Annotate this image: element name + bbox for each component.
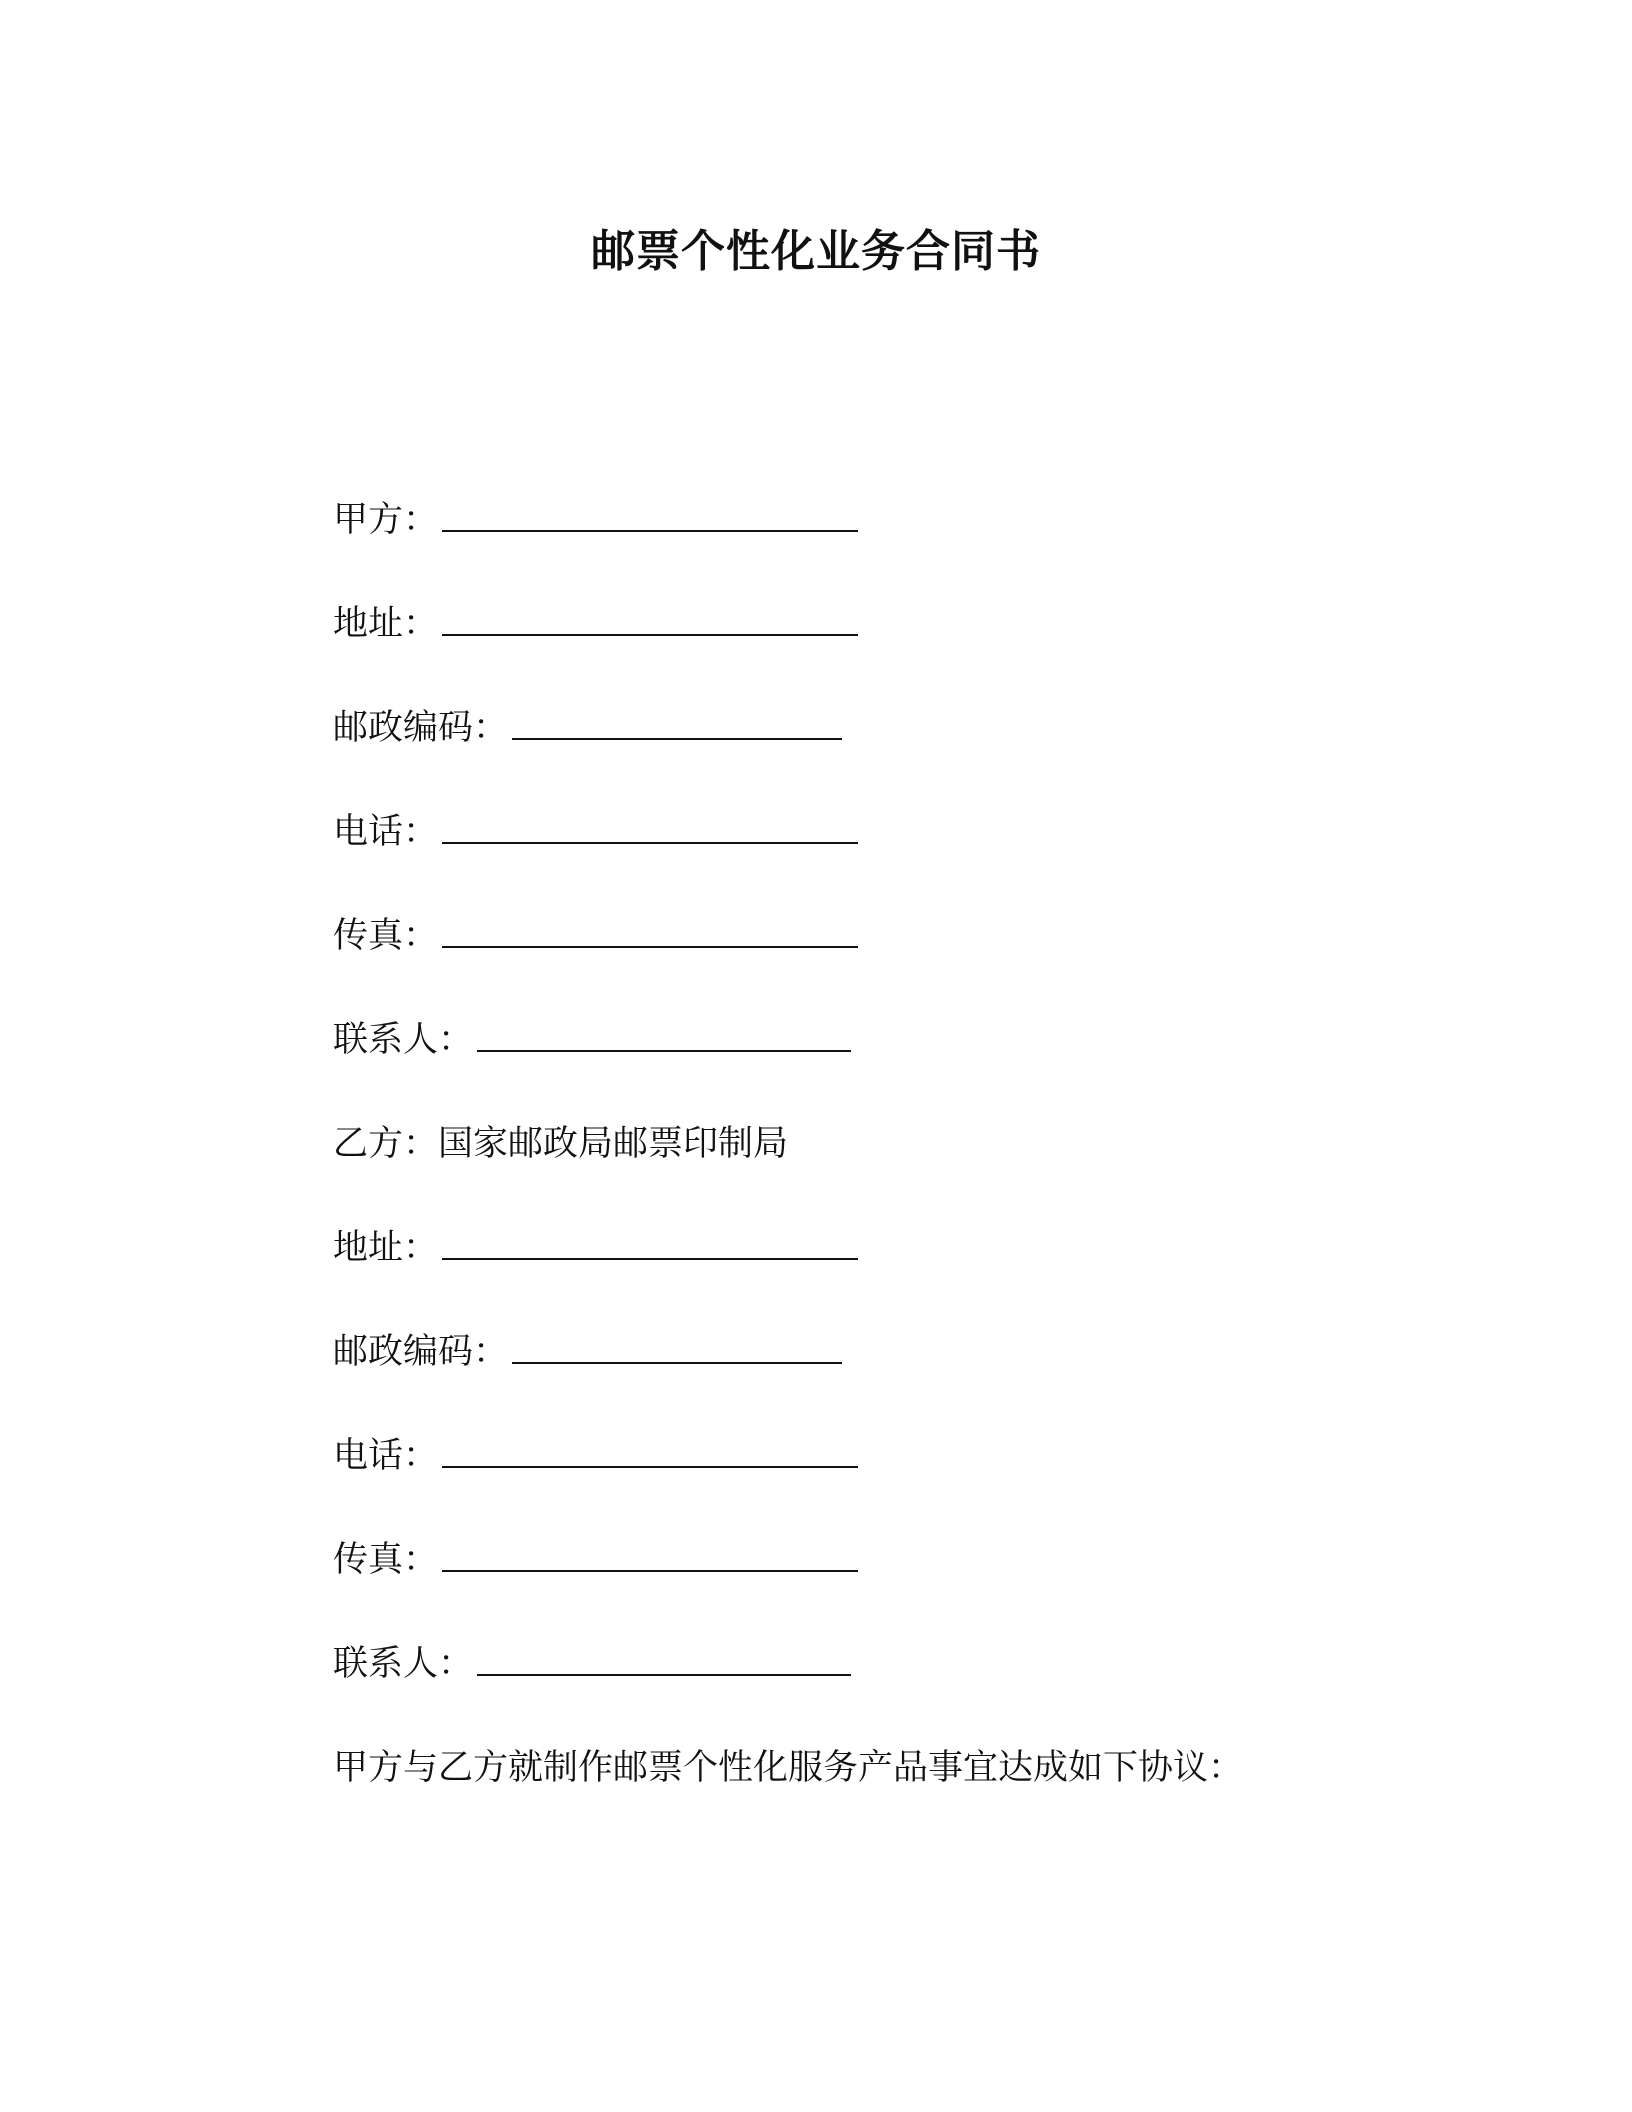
party-b-fax-field <box>333 1530 1333 1634</box>
party-a-contact-label: 联系人： <box>333 1020 474 1060</box>
party-a-address-blank[interactable] <box>442 594 858 636</box>
party-a-contact-blank[interactable] <box>477 1010 851 1052</box>
party-a-phone-blank[interactable] <box>442 802 858 844</box>
party-a-fax-label: 传真： <box>333 916 439 956</box>
party-a-postal-code-field <box>333 698 1333 802</box>
party-b-postal-code-label: 邮政编码： <box>333 1332 509 1372</box>
party-a-fax-blank[interactable] <box>442 906 858 948</box>
party-b-address-label: 地址： <box>333 1228 439 1268</box>
party-a-name-blank[interactable] <box>442 490 858 532</box>
party-a-address-label: 地址： <box>333 604 439 644</box>
party-b-name-field <box>333 1114 1333 1218</box>
document-title: 邮票个性化业务合同书 <box>591 226 1041 277</box>
party-b-phone-blank[interactable] <box>442 1426 858 1468</box>
party-b-address-field <box>333 1218 1333 1322</box>
party-b-phone-label: 电话： <box>333 1436 439 1476</box>
party-a-phone-field <box>333 802 1333 906</box>
party-a-contact-field <box>333 1010 1333 1114</box>
contract-parties-section <box>333 490 1333 1842</box>
party-a-address-field <box>333 594 1333 698</box>
party-b-fax-blank[interactable] <box>442 1530 858 1572</box>
party-b-contact-field <box>333 1634 1333 1738</box>
party-a-phone-label: 电话： <box>333 812 439 852</box>
party-a-fax-field <box>333 906 1333 1010</box>
party-b-contact-blank[interactable] <box>477 1634 851 1676</box>
party-b-name-label: 乙方： <box>333 1124 439 1164</box>
agreement-intro: 甲方与乙方就制作邮票个性化服务产品事宜达成如下协议： <box>333 1748 1244 1788</box>
party-b-contact-label: 联系人： <box>333 1644 474 1684</box>
party-b-address-blank[interactable] <box>442 1218 858 1260</box>
party-a-name-field <box>333 490 1333 594</box>
party-b-postal-code-field <box>333 1322 1333 1426</box>
party-a-postal-code-label: 邮政编码： <box>333 708 509 748</box>
party-b-name-value: 国家邮政局邮票印制局 <box>438 1124 789 1164</box>
party-b-fax-label: 传真： <box>333 1540 439 1580</box>
party-b-postal-code-blank[interactable] <box>512 1322 842 1364</box>
party-a-name-label: 甲方： <box>333 500 439 540</box>
party-a-postal-code-blank[interactable] <box>512 698 842 740</box>
party-b-phone-field <box>333 1426 1333 1530</box>
